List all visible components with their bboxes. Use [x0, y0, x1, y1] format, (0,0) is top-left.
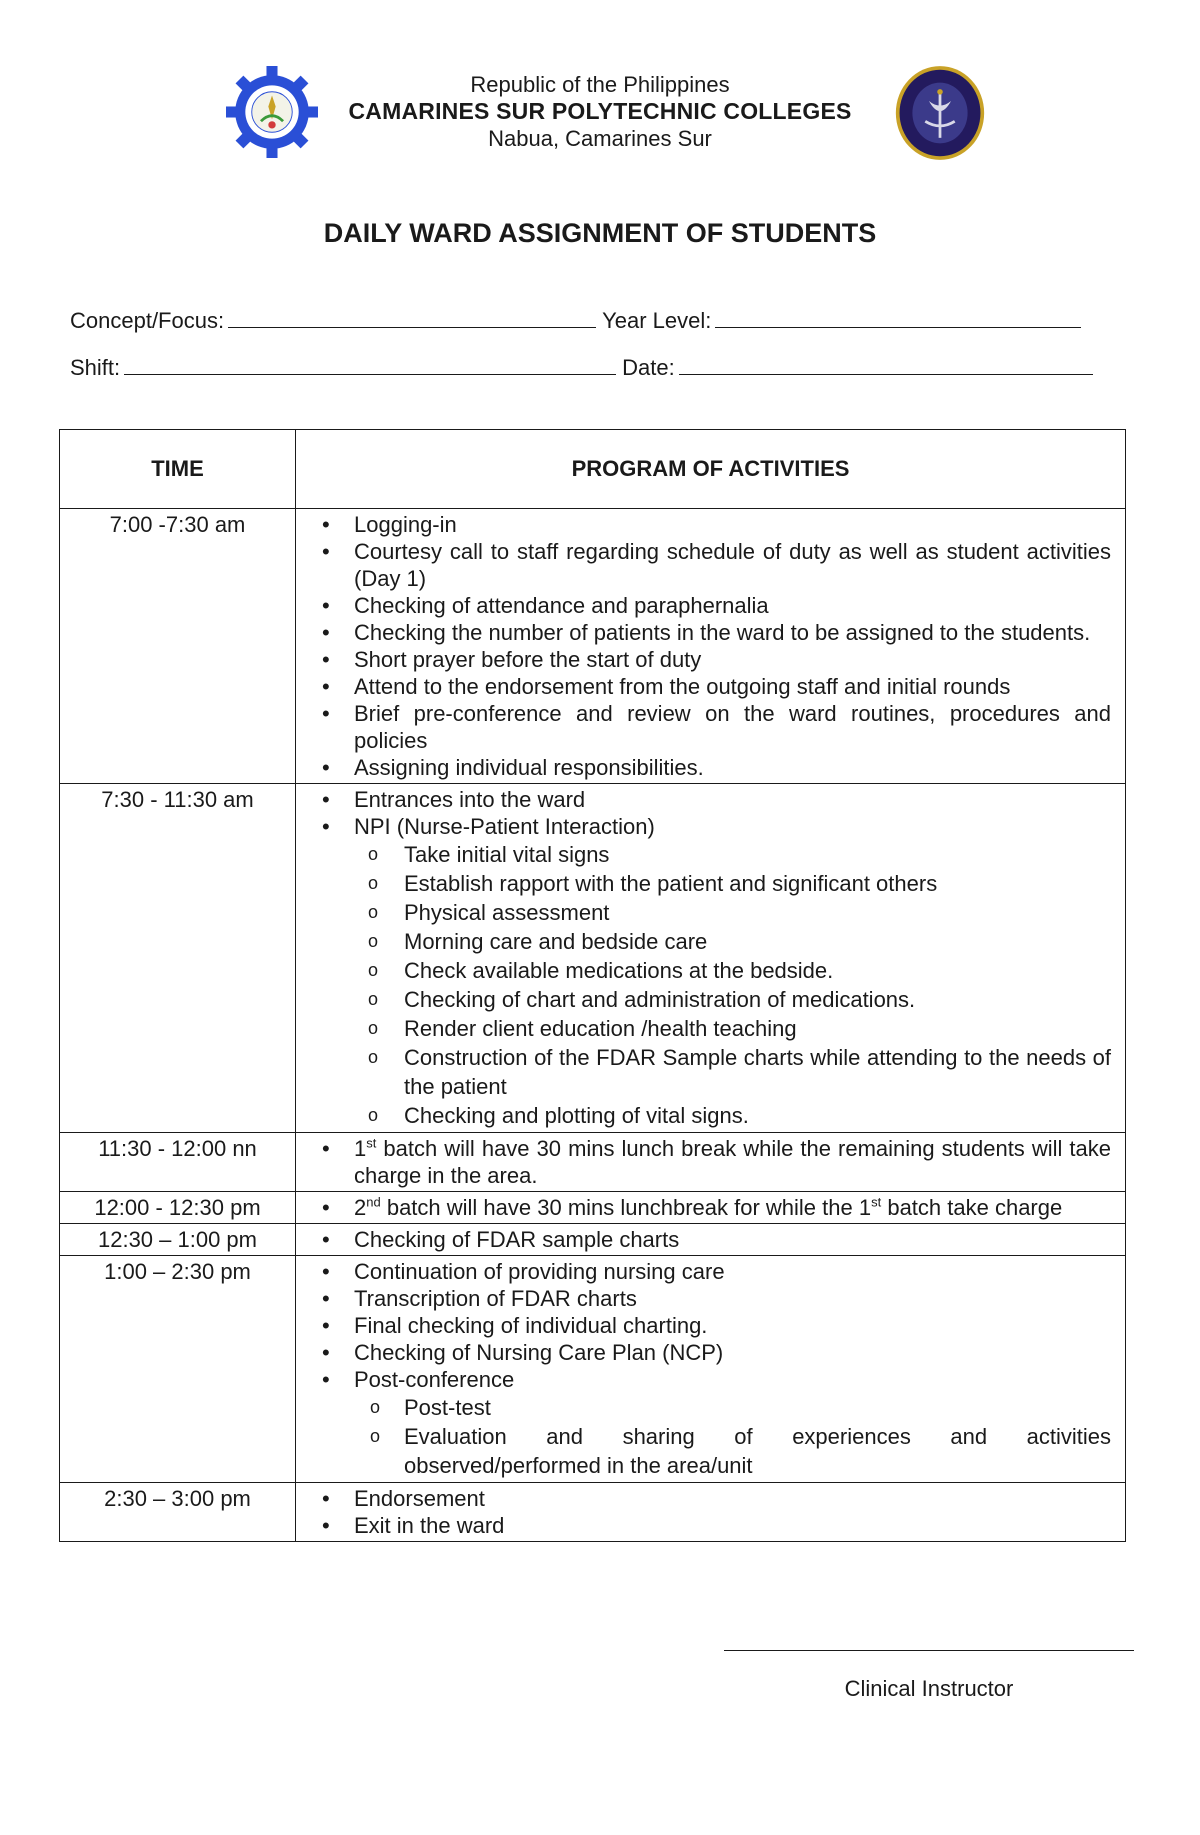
republic-text: Republic of the Philippines: [470, 72, 730, 97]
table-row: [60, 784, 1126, 1133]
concept-blank[interactable]: [228, 307, 596, 328]
bullet-icon: •: [322, 512, 330, 537]
list-item: • 1st batch will have 30 mins lunch break while the remaining students will take charge in the area.: [322, 1135, 1111, 1188]
sub-list-item: o Checking and plotting of vital signs.: [368, 1103, 749, 1128]
table-row: [60, 509, 1126, 784]
list-item: • Assigning individual responsibilities.: [322, 755, 704, 780]
activities-cell: [296, 1483, 1126, 1542]
list-item: • Entrances into the ward: [322, 787, 586, 812]
bullet-icon: •: [322, 1259, 330, 1284]
bullet-icon: •: [322, 674, 330, 699]
bullet-icon: •: [322, 539, 330, 564]
list-item: • Short prayer before the start of duty: [322, 647, 702, 672]
circle-bullet-icon: o: [368, 902, 379, 922]
circle-bullet-icon: o: [368, 989, 379, 1009]
list-item: • Continuation of providing nursing care: [322, 1259, 725, 1284]
list-item: • Brief pre-conference and review on the ward routines, procedures and policies: [322, 701, 1111, 753]
time-cell: 12:00 - 12:30 pm: [60, 1192, 296, 1224]
concept-label: Concept/Focus:: [70, 308, 225, 333]
bullet-icon: •: [322, 1513, 330, 1538]
sub-list-item: o Check available medications at the bedside.: [368, 958, 834, 983]
circle-bullet-icon: o: [370, 1397, 381, 1417]
time-cell: 12:30 – 1:00 pm: [60, 1224, 296, 1256]
sub-list-item: o Post-test: [370, 1395, 491, 1420]
time-cell: 1:00 – 2:30 pm: [60, 1256, 296, 1483]
table-row: [60, 1256, 1126, 1483]
circle-bullet-icon: o: [368, 931, 379, 951]
list-item: • Attend to the endorsement from the outgoing staff and initial rounds: [322, 674, 1011, 699]
bullet-icon: •: [322, 1340, 330, 1365]
list-item: • Transcription of FDAR charts: [322, 1286, 637, 1311]
bullet-icon: •: [322, 755, 330, 780]
bullet-icon: •: [322, 1313, 330, 1338]
shift-date-line: [70, 354, 1099, 381]
shift-label: Shift:: [70, 355, 121, 380]
bullet-icon: •: [322, 787, 330, 812]
signature-line[interactable]: [724, 1650, 1134, 1651]
time-header: TIME: [60, 430, 296, 509]
list-item: • Checking the number of patients in the ward to be assigned to the students.: [322, 620, 1091, 645]
bullet-icon: •: [322, 1195, 330, 1220]
circle-bullet-icon: o: [368, 873, 379, 893]
sub-list-item: o Construction of the FDAR Sample charts while attending to the needs of the patient: [368, 1045, 1111, 1099]
school-address: Nabua, Camarines Sur: [488, 126, 712, 151]
activities-cell: [296, 1224, 1126, 1256]
time-cell: 2:30 – 3:00 pm: [60, 1483, 296, 1542]
circle-bullet-icon: o: [368, 844, 379, 864]
activities-cell: [296, 784, 1126, 1133]
time-cell: 7:30 - 11:30 am: [60, 784, 296, 1133]
circle-bullet-icon: o: [370, 1426, 381, 1446]
bullet-icon: •: [322, 701, 330, 726]
circle-bullet-icon: o: [368, 1105, 379, 1125]
concept-year-line: [70, 307, 1087, 334]
activities-cell: [296, 1256, 1126, 1483]
bullet-icon: •: [322, 593, 330, 618]
shift-blank[interactable]: [124, 354, 616, 375]
date-blank[interactable]: [679, 354, 1093, 375]
list-item: • Logging-in: [322, 512, 457, 537]
sub-list-item: o Physical assessment: [368, 900, 610, 925]
list-item: • 2nd batch will have 30 mins lunchbreak for while the 1st batch take charge: [322, 1194, 1063, 1220]
activities-header: PROGRAM OF ACTIVITIES: [296, 430, 1126, 509]
list-item: • Checking of FDAR sample charts: [322, 1227, 680, 1252]
table-row: [60, 1224, 1126, 1256]
bullet-icon: •: [322, 647, 330, 672]
table-row: [60, 1483, 1126, 1542]
bullet-icon: •: [322, 1136, 330, 1161]
bullet-icon: •: [322, 1367, 330, 1392]
document-title: DAILY WARD ASSIGNMENT OF STUDENTS: [323, 218, 877, 248]
bullet-icon: •: [322, 1486, 330, 1511]
circle-bullet-icon: o: [368, 1047, 379, 1067]
activities-cell: [296, 509, 1126, 784]
circle-bullet-icon: o: [368, 1018, 379, 1038]
list-item: • Courtesy call to staff regarding schedule of duty as well as student activities (Day 1): [322, 539, 1111, 591]
list-item: • Checking of attendance and paraphernalia: [322, 593, 769, 618]
list-item: • Final checking of individual charting.: [322, 1313, 708, 1338]
list-item: • Checking of Nursing Care Plan (NCP): [322, 1340, 724, 1365]
schedule-table: [59, 429, 1126, 1542]
year-level-blank[interactable]: [715, 307, 1081, 328]
sub-list-item: o Establish rapport with the patient and significant others: [368, 871, 938, 896]
sub-list-item: o Take initial vital signs: [368, 842, 610, 867]
year-level-label: Year Level:: [602, 308, 712, 333]
list-item: • NPI (Nurse-Patient Interaction): [322, 814, 655, 839]
circle-bullet-icon: o: [368, 960, 379, 980]
time-cell: 7:00 -7:30 am: [60, 509, 296, 784]
bullet-icon: •: [322, 1286, 330, 1311]
bullet-icon: •: [322, 620, 330, 645]
list-item: • Post-conference: [322, 1367, 515, 1392]
bullet-icon: •: [322, 1227, 330, 1252]
list-item: • Endorsement: [322, 1486, 485, 1511]
list-item: • Exit in the ward: [322, 1513, 505, 1538]
bullet-icon: •: [322, 814, 330, 839]
sub-list-item: o Checking of chart and administration of medications.: [368, 987, 916, 1012]
sub-list-item: o Evaluation and sharing of experiences and activities observed/performed in the area/unit: [370, 1424, 1111, 1478]
table-row: [60, 1192, 1126, 1224]
activities-cell: [296, 1192, 1126, 1224]
table-row: [60, 1133, 1126, 1192]
time-cell: 11:30 - 12:00 nn: [60, 1133, 296, 1192]
school-name: CAMARINES SUR POLYTECHNIC COLLEGES: [348, 98, 852, 124]
sub-list-item: o Morning care and bedside care: [368, 929, 708, 954]
table-header-row: [60, 430, 1126, 509]
activities-cell: [296, 1133, 1126, 1192]
sub-list-item: o Render client education /health teaching: [368, 1016, 797, 1041]
date-label: Date:: [622, 355, 675, 380]
signature-label: Clinical Instructor: [844, 1676, 1014, 1701]
